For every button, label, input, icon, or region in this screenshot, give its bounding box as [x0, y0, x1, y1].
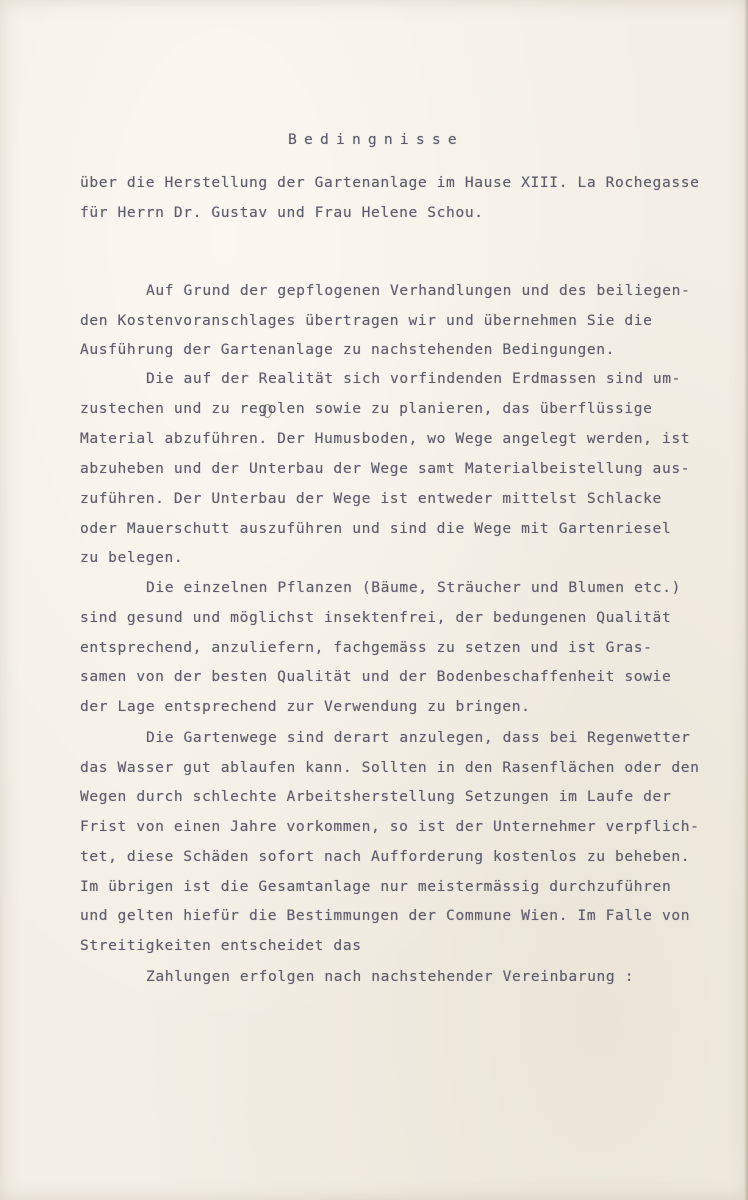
paragraph2-line-5: zuführen. Der Unterbau der Wege ist entweder mittelst Schlacke [80, 490, 662, 507]
paragraph3-line-1: Die einzelnen Pflanzen (Bäume, Sträucher und Blumen etc.) [146, 579, 682, 596]
paragraph3-line-5: der Lage entsprechend zur Verwendung zu bringen. [80, 698, 531, 715]
paragraph4-line-8: Streitigkeiten entscheidet das [80, 937, 362, 954]
paragraph4-line-7: und gelten hiefür die Bestimmungen der Commune Wien. Im Falle von [80, 907, 691, 924]
paragraph3-line-3: entsprechend, anzuliefern, fachgemäss zu setzen und ist Gras- [80, 639, 653, 656]
document-title: Bedingnisse [288, 131, 464, 148]
paragraph3-line-2: sind gesund und möglichst insektenfrei, der bedungenen Qualität [80, 609, 672, 626]
paragraph4-line-2: das Wasser gut ablaufen kann. Sollten in den Rasenflächen oder den [80, 759, 700, 776]
subtitle-line-2: für Herrn Dr. Gustav und Frau Helene Schou. [80, 204, 484, 221]
paragraph4-line-1: Die Gartenwege sind derart anzulegen, dass bei Regenwetter [146, 729, 691, 746]
paragraph1-line-2: den Kostenvoranschlages übertragen wir und übernehmen Sie die [80, 312, 653, 329]
paragraph2-line-4: abzuheben und der Unterbau der Wege samt Materialbeistellung aus- [80, 460, 691, 477]
paragraph2-line-6: oder Mauerschutt auszuführen und sind die Wege mit Gartenriesel [80, 520, 672, 537]
paragraph4-line-6: Im übrigen ist die Gesamtanlage nur meistermässig durchzuführen [80, 878, 672, 895]
paragraph2-line-2: zustechen und zu regolen sowie zu planieren, das überflüssige [80, 400, 653, 417]
paragraph4-line-5: tet, diese Schäden sofort nach Aufforderung kostenlos zu beheben. [80, 848, 691, 865]
page-edge-shadow [744, 0, 748, 1200]
paragraph2-line-1: Die auf der Realität sich vorfindenden Erdmassen sind um- [146, 370, 682, 387]
paragraph4-line-4: Frist von einen Jahre vorkommen, so ist der Unternehmer verpflich- [80, 818, 700, 835]
paragraph1-line-3: Ausführung der Gartenanlage zu nachstehenden Bedingungen. [80, 341, 616, 358]
paragraph4-line-3: Wegen durch schlechte Arbeitsherstellung Setzungen im Laufe der [80, 788, 672, 805]
subtitle-line-1: über die Herstellung der Gartenanlage im Hause XIII. La Rochegasse [80, 174, 700, 191]
paragraph2-line-3: Material abzuführen. Der Humusboden, wo Wege angelegt werden, ist [80, 430, 691, 447]
paragraph5-line-1: Zahlungen erfolgen nach nachstehender Vereinbarung : [146, 968, 635, 985]
pencil-correction-mark [263, 404, 272, 418]
paragraph2-line-7: zu belegen. [80, 549, 184, 566]
paragraph3-line-4: samen von der besten Qualität und der Bodenbeschaffenheit sowie [80, 668, 672, 685]
paragraph1-line-1: Auf Grund der gepflogenen Verhandlungen und des beiliegen- [146, 282, 691, 299]
